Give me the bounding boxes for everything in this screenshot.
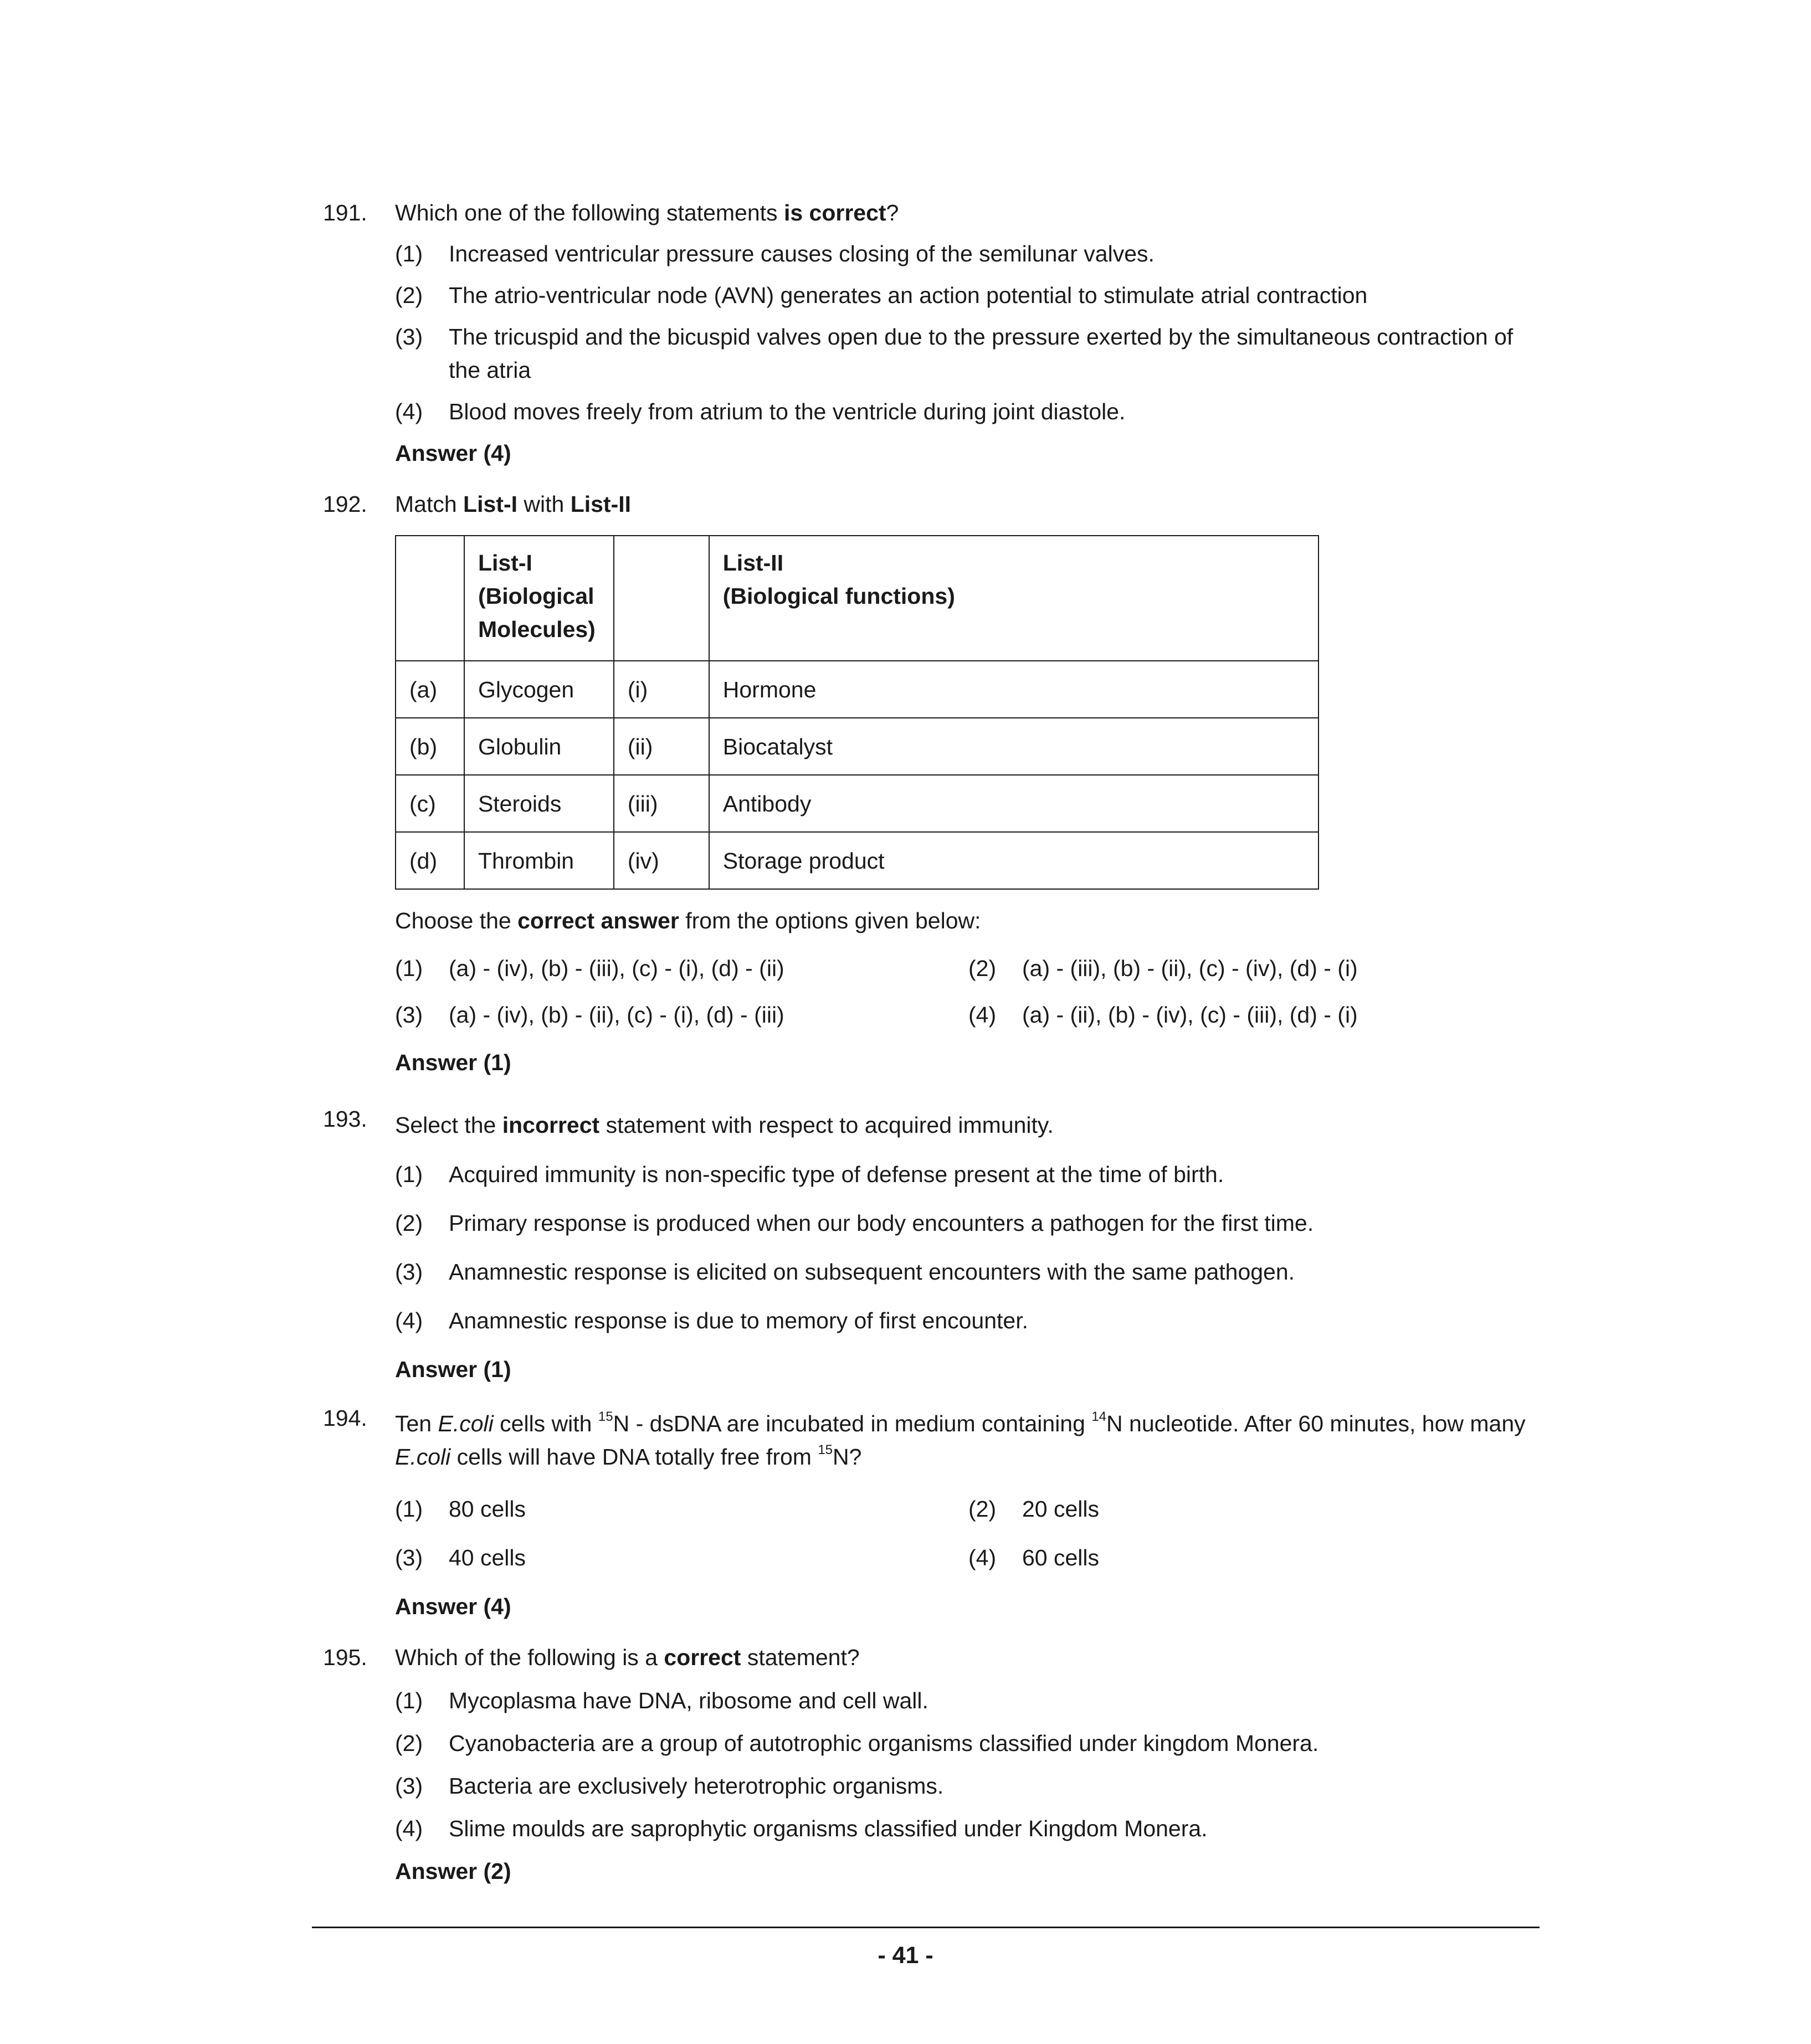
question-number: 194. (323, 1405, 367, 1431)
option-text: Slime moulds are saprophytic organisms classified under Kingdom Monera. (449, 1816, 1208, 1841)
answer-label: Answer (1) (395, 1357, 511, 1382)
table-cell: (iv) (614, 832, 709, 889)
answer-label: Answer (4) (395, 440, 511, 466)
option-number: (2) (395, 283, 423, 308)
instruction-text: Choose the (395, 908, 518, 933)
stem-text: Which one of the following statements (395, 200, 784, 225)
option-number: (1) (395, 1162, 423, 1187)
option-number: (4) (395, 1816, 423, 1841)
question-stem (395, 196, 1525, 229)
list-2-header (709, 536, 1319, 661)
option-text: Cyanobacteria are a group of autotrophic organisms classified under kingdom Monera. (449, 1730, 1319, 1756)
option-number: (3) (395, 324, 423, 350)
option-text: 80 cells (449, 1496, 526, 1522)
stem-text: N nucleotide. After 60 minutes, how many (1106, 1411, 1526, 1436)
table-cell: Steroids (464, 775, 614, 832)
table-cell: (iii) (614, 775, 709, 832)
option-number: (2) (395, 1730, 423, 1756)
table-cell: (i) (614, 661, 709, 718)
option-number: (4) (968, 1002, 997, 1028)
stem-text: N - dsDNA are incubated in medium containing (613, 1411, 1092, 1436)
option-text: 20 cells (1022, 1496, 1100, 1522)
option-number: (3) (395, 1545, 423, 1570)
table-cell: Globulin (464, 718, 614, 775)
option-number: (2) (968, 956, 997, 981)
option-text: Blood moves freely from atrium to the ventricle during joint diastole. (449, 399, 1126, 424)
option-number: (3) (395, 1002, 423, 1028)
option-text: 60 cells (1022, 1545, 1100, 1570)
option-text: (a) - (iv), (b) - (iii), (c) - (i), (d) - (ii) (449, 956, 784, 981)
option-text: Increased ventricular pressure causes closing of the semilunar valves. (449, 241, 1155, 266)
stem-text: Which of the following is a (395, 1645, 664, 1670)
option-text: (a) - (iii), (b) - (ii), (c) - (iv), (d) - (i) (1022, 956, 1358, 981)
stem-bold-text: is correct (783, 200, 886, 225)
stem-text: Select the (395, 1112, 502, 1138)
answer-label: Answer (2) (395, 1858, 511, 1884)
table-cell (396, 536, 464, 661)
option-text: Bacteria are exclusively heterotrophic organisms. (449, 1773, 944, 1799)
option-text: Acquired immunity is non-specific type of defense present at the time of birth. (449, 1162, 1224, 1187)
footer-divider (312, 1927, 1540, 1928)
table-cell: Biocatalyst (709, 718, 1319, 775)
table-row (396, 718, 1319, 775)
organism-name: E.coli (438, 1411, 494, 1436)
table-row (396, 775, 1319, 832)
stem-bold-text: incorrect (502, 1112, 600, 1138)
table-cell: Antibody (709, 775, 1319, 832)
stem-text: N? (833, 1444, 862, 1470)
table-cell: Thrombin (464, 832, 614, 889)
table-row (396, 832, 1319, 889)
option-number: (1) (395, 956, 423, 981)
option-text: (a) - (iv), (b) - (ii), (c) - (i), (d) - (iii) (449, 1002, 784, 1028)
question-stem (395, 1108, 1525, 1142)
stem-text: with (517, 491, 571, 517)
isotope-superscript: 15 (818, 1442, 833, 1458)
answer-label: Answer (1) (395, 1050, 511, 1075)
table-cell: (ii) (614, 718, 709, 775)
list-1-header (464, 536, 614, 661)
option-number: (3) (395, 1773, 423, 1799)
page-number: - 41 - (878, 1942, 933, 1969)
option-number: (3) (395, 1259, 423, 1285)
question-number: 193. (323, 1106, 367, 1132)
match-table (395, 535, 1319, 890)
question-number: 195. (323, 1645, 367, 1670)
option-number: (4) (968, 1545, 997, 1570)
option-number: (1) (395, 1688, 423, 1713)
table-cell (614, 536, 709, 661)
option-number: (1) (395, 1496, 423, 1522)
table-cell: Glycogen (464, 661, 614, 718)
organism-name: E.coli (395, 1444, 451, 1470)
header-text: List-II (722, 550, 784, 576)
question-stem (395, 487, 1525, 521)
stem-text: cells with (493, 1411, 598, 1436)
option-number: (4) (395, 399, 423, 424)
isotope-superscript: 14 (1091, 1409, 1107, 1425)
question-stem (395, 1641, 1525, 1674)
choose-instruction (395, 904, 1525, 937)
table-row (396, 661, 1319, 718)
option-text: Mycoplasma have DNA, ribosome and cell wall. (449, 1688, 928, 1713)
header-text: (Biological (478, 583, 594, 609)
question-number: 191. (323, 200, 367, 225)
header-text: (Biological functions) (722, 583, 955, 609)
instruction-text: from the options given below: (679, 908, 981, 933)
option-text: Anamnestic response is due to memory of first encounter. (449, 1308, 1029, 1333)
table-cell: (c) (396, 775, 464, 832)
answer-label: Answer (4) (395, 1594, 511, 1619)
option-text: Primary response is produced when our body encounters a pathogen for the first time. (449, 1210, 1314, 1236)
table-header-row (396, 536, 1319, 661)
stem-text: statement with respect to acquired immunity. (599, 1112, 1054, 1138)
stem-bold-text: correct (664, 1645, 741, 1670)
header-text: List-I (478, 550, 532, 576)
option-text: The tricuspid and the bicuspid valves open due to the pressure exerted by the simultaneous contraction of the atria (449, 324, 1514, 383)
option-number: (2) (395, 1210, 423, 1236)
isotope-superscript: 15 (598, 1409, 613, 1425)
table-cell: Hormone (709, 661, 1319, 718)
option-text: 40 cells (449, 1545, 526, 1570)
option-text: Anamnestic response is elicited on subsequent encounters with the same pathogen. (449, 1259, 1295, 1285)
stem-text: cells will have DNA totally free from (450, 1444, 818, 1470)
stem-text: Match (395, 491, 464, 517)
header-text: Molecules) (478, 617, 596, 642)
instruction-bold-text: correct answer (517, 908, 679, 933)
option-number: (2) (968, 1496, 997, 1522)
stem-text: ? (886, 200, 899, 225)
table-cell: (a) (396, 661, 464, 718)
stem-bold-text: List-II (570, 491, 632, 517)
stem-text: statement? (741, 1645, 860, 1670)
option-text: (a) - (ii), (b) - (iv), (c) - (iii), (d) - (i) (1022, 1002, 1358, 1028)
table-cell: Storage product (709, 832, 1319, 889)
option-number: (4) (395, 1308, 423, 1333)
stem-bold-text: List-I (463, 491, 517, 517)
stem-text: Ten (395, 1411, 438, 1436)
question-stem (395, 1407, 1536, 1473)
table-cell: (d) (396, 832, 464, 889)
table-cell: (b) (396, 718, 464, 775)
question-number: 192. (323, 491, 367, 517)
option-text: The atrio-ventricular node (AVN) generates an action potential to stimulate atrial contraction (449, 283, 1368, 308)
option-number: (1) (395, 241, 423, 266)
